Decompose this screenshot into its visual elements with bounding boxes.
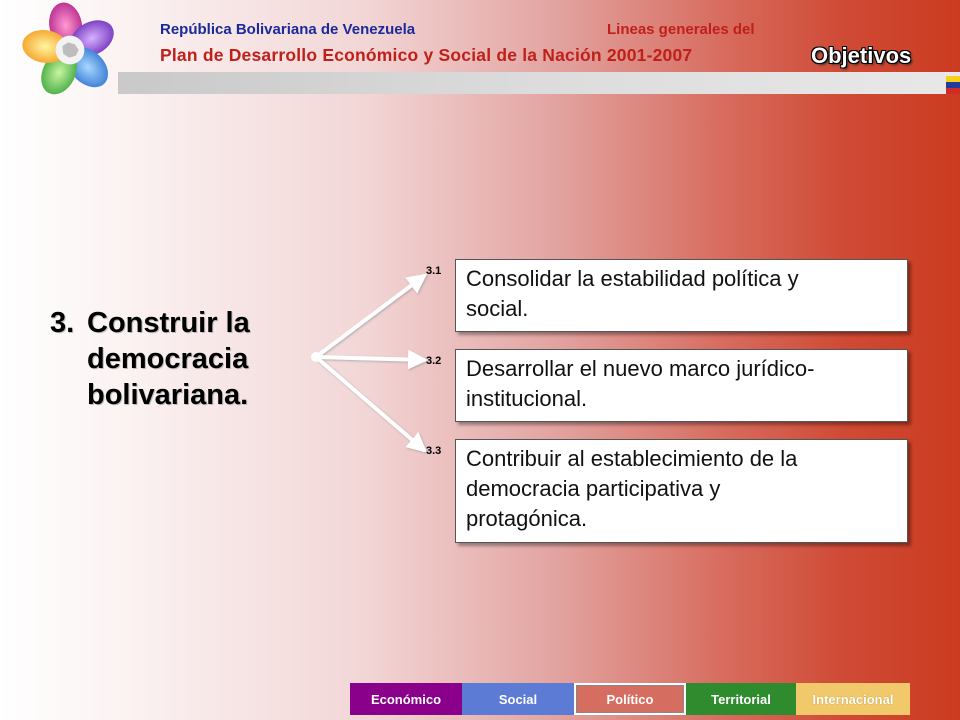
sub-objective-number: 3.3 — [426, 445, 442, 457]
section-title: Objetivos — [811, 43, 912, 68]
sub-objective-text: Consolidar la estabilidad política y — [466, 266, 799, 291]
objective-line: Construir la — [87, 307, 250, 339]
tab-economico[interactable]: Económico — [350, 683, 462, 715]
branch-arrows-icon — [296, 262, 436, 462]
sub-objective-number: 3.2 — [426, 355, 442, 367]
category-tabs — [350, 683, 910, 715]
sub-objective-box — [455, 439, 908, 543]
header-bar — [118, 72, 960, 94]
sub-objective-text: protagónica. — [466, 506, 588, 531]
lineas-generales-label: Lineas generales del — [607, 21, 755, 38]
objective-line: democracia — [87, 343, 249, 375]
tab-social[interactable]: Social — [462, 683, 574, 715]
sub-objective-text: institucional. — [466, 386, 588, 411]
country-name: República Bolivariana de Venezuela — [160, 21, 416, 38]
sub-objective-text: democracia participativa y — [466, 476, 721, 501]
objective-line: bolivariana. — [87, 379, 249, 411]
flag-stripe — [946, 76, 960, 94]
objective-heading — [50, 305, 290, 413]
tab-internacional[interactable]: Internacional — [796, 683, 910, 715]
sub-objective-number: 3.1 — [426, 265, 442, 277]
tab-territorial[interactable]: Territorial — [686, 683, 796, 715]
plan-title: Plan de Desarrollo Económico y Social de la Nación 2001-2007 — [160, 45, 693, 65]
sub-objective-text: social. — [466, 296, 529, 321]
sub-objective-text: Contribuir al establecimiento de la — [466, 446, 798, 471]
sub-objective-box — [455, 349, 908, 422]
objective-number: 3. — [50, 307, 75, 339]
sub-objective-text: Desarrollar el nuevo marco jurídico- — [466, 356, 815, 381]
sub-objective-box — [455, 259, 908, 332]
logo-flower-icon — [22, 2, 118, 98]
tab-politico[interactable]: Político — [574, 683, 686, 715]
